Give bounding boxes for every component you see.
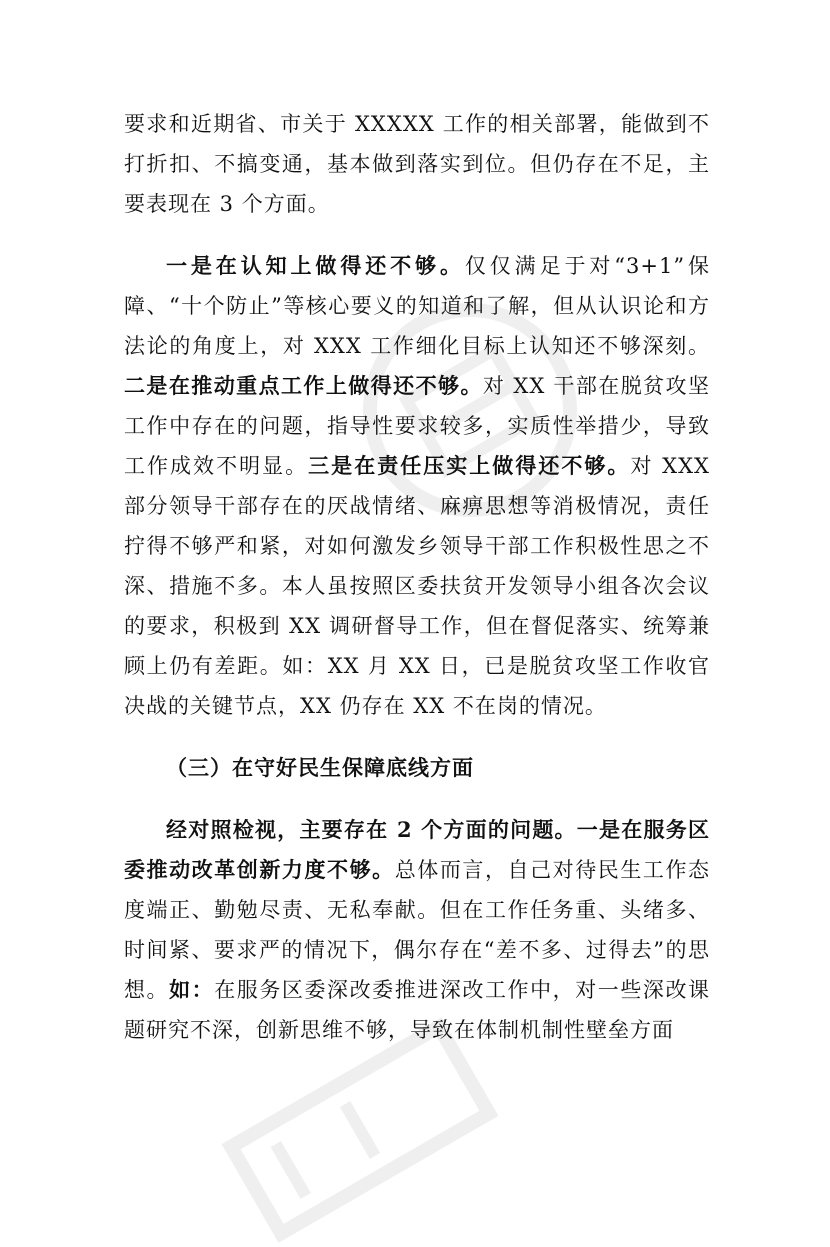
example-label-bold: 如： — [169, 977, 215, 1002]
review-intro-text: 经对照检视，主要存在 2 个方面的问题。 — [166, 817, 577, 842]
point-three-bold: 三是在责任压实上做得还不够。 — [308, 453, 631, 478]
point-three-text: 对 XXX 部分领导干部存在的厌战情绪、麻痹思想等消极情况，责任拧得不够严和紧，对如何激发乡领导干部工作积极性思之不深、措施不多。本人虽按照区委扶贫开发领导小组各次会议的要求，积极到 XX 调研督导工作，但在督促落实、统筹兼顾上仍有差距。如：XX 月 XX 日，已是脱贫攻坚工作收官决战的关键节点，XX 仍存在 XX 不在岗的情况。 — [124, 454, 711, 718]
reform-point-bold: 一是在服务区委推动改革创新力度不够。 — [124, 817, 710, 882]
reform-point-text: 总体而言，自己对待民生工作态度端正、勤勉尽责、无私奉献。但在工作任务重、头绪多、时间紧、要求严的情况下，偶尔存在“差不多、过得去”的思想。 — [124, 858, 711, 1002]
paragraph-cognition — [124, 246, 710, 726]
paragraph-intro — [124, 104, 710, 224]
point-one-bold: 一是在认知上做得还不够。 — [166, 253, 465, 278]
document-body — [124, 104, 710, 1072]
example-text: 在服务区委深改委推进深改工作中，对一些深改课题研究不深，创新思维不够，导致在体制机制性壁垒方面 — [124, 978, 711, 1042]
section-heading: （三）在守好民生保障底线方面 — [166, 755, 474, 780]
point-two-bold: 二是在推动重点工作上做得还不够。 — [124, 373, 483, 398]
point-two-text: 对 XX 干部在脱贫攻坚工作中存在的问题，指导性要求较多，实质性举措少，导致工作成效不明显。 — [124, 374, 710, 478]
paragraph-livelihood — [124, 810, 710, 1050]
point-one-text: 仅仅满足于对“3+1”保障、“十个防止”等核心要义的知道和了解，但从认识论和方法论的角度上，对 XXX 工作细化目标上认知还不够深刻。 — [124, 254, 711, 358]
paragraph-intro-text: 要求和近期省、市关于 XXXXX 工作的相关部署，能做到不打折扣、不搞变通，基本做到落实到位。但仍存在不足，主要表现在 3 个方面。 — [124, 112, 710, 216]
